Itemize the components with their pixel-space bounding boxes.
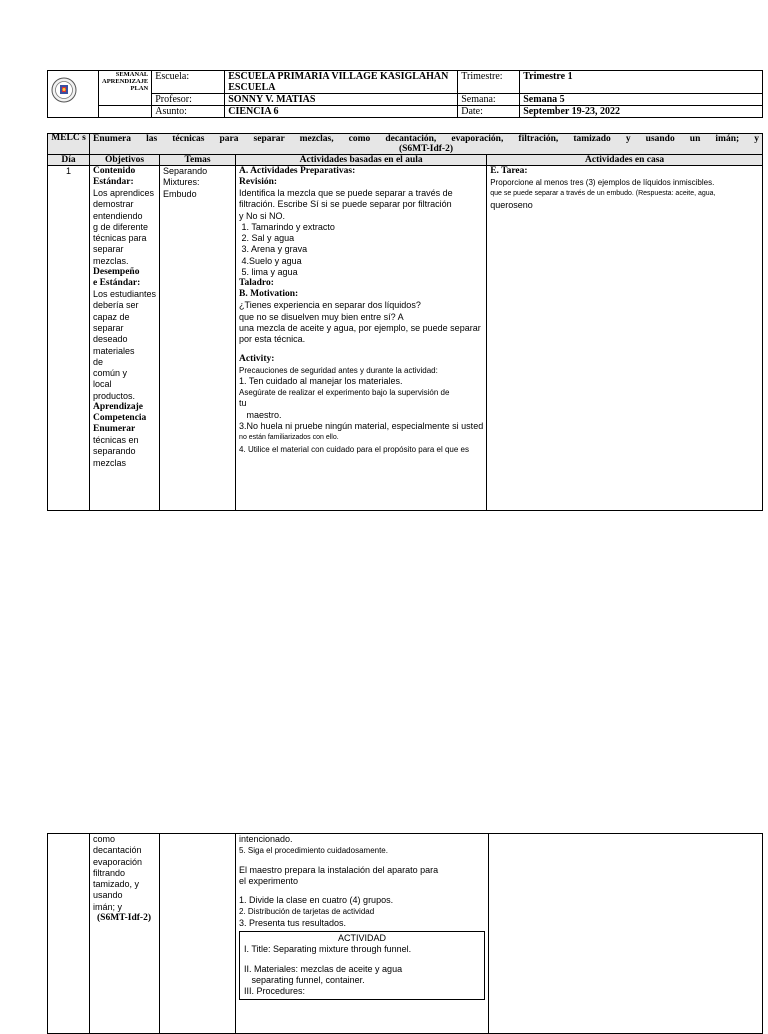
topics-cell-continued — [160, 834, 236, 1034]
topics-cell — [160, 166, 236, 511]
objective-line: Competencia — [93, 413, 147, 424]
home-line: queroseno — [490, 199, 533, 210]
classroom-line: por esta técnica. — [239, 334, 306, 345]
quarter-label: Trimestre: — [458, 71, 520, 94]
activity-line: separating funnel, container. — [244, 974, 365, 985]
objective-line: materiales — [93, 345, 135, 356]
objective-line: entendiendo — [93, 210, 143, 221]
objectives-cell — [90, 166, 160, 511]
classroom-line: B. Motivation: — [239, 289, 299, 300]
activity-line: II. Materiales: mezclas de aceite y agua — [244, 963, 403, 974]
home-line: E. Tarea: — [490, 166, 528, 176]
activity-title: ACTIVIDAD — [337, 933, 386, 944]
classroom-line: Taladro: — [239, 278, 274, 289]
objective-line: técnicas para — [93, 233, 147, 244]
objective-line: de — [93, 356, 104, 367]
topic-line: Separando — [163, 166, 208, 176]
home-cell-continued — [489, 834, 763, 1034]
plan-line-2: APRENDIZAJE — [102, 78, 149, 85]
subject-label: Asunto: — [152, 106, 225, 118]
classroom-line: 2. Sal y agua — [239, 233, 295, 244]
objective-line: evaporación — [93, 856, 143, 867]
objective-line: productos. — [93, 390, 136, 401]
classroom-line: A. Actividades Preparativas: — [239, 166, 356, 176]
objective-line: debería ser — [93, 300, 139, 311]
melc-label: MELC s — [48, 134, 90, 155]
col-home: Actividades en casa — [487, 155, 763, 166]
home-line: Proporcione al menos tres (3) ejemplos de líquidos inmiscibles. — [490, 178, 715, 187]
topic-line: Embudo — [163, 188, 197, 199]
objective-line: Los estudiantes — [93, 289, 157, 300]
topic-line: Mixtures: — [163, 177, 200, 188]
classroom-line — [239, 346, 483, 354]
melc-text — [90, 134, 763, 155]
objective-line: Aprendizaje — [93, 402, 143, 413]
day-cell-continued — [48, 834, 90, 1034]
objective-line: técnicas en — [93, 435, 139, 446]
col-classroom: Actividades basadas en el aula — [236, 155, 487, 166]
header-table — [47, 70, 763, 118]
classroom-line: una mezcla de aceite y agua, por ejemplo, se puede separar — [239, 322, 481, 333]
col-topics: Temas — [160, 155, 236, 166]
classroom-line: 4.Suelo y agua — [239, 255, 302, 266]
quarter-value: Trimestre 1 — [520, 71, 763, 94]
classroom-line: Activity: — [239, 353, 275, 364]
classroom-line: Revisión: — [239, 177, 278, 187]
objective-line: separar — [93, 244, 124, 255]
school-seal-icon — [51, 77, 77, 103]
objective-line: separando — [93, 446, 136, 457]
week-value: Semana 5 — [520, 94, 763, 106]
objective-line: usando — [93, 890, 123, 901]
objective-line: Desempeño — [93, 267, 140, 278]
plan-blank — [99, 106, 152, 118]
melc-code: (S6MT-Idf-2) — [398, 144, 453, 154]
col-day: Día — [48, 155, 90, 166]
objective-line: filtrando — [93, 867, 126, 878]
classroom-line: 2. Distribución de tarjetas de actividad — [239, 907, 375, 917]
classroom-line: 4. Utilice el material con cuidado para el propósito para el que es — [239, 444, 469, 454]
classroom-line: no están familiarizados con ello. — [239, 434, 339, 442]
classroom-line: filtración. Escribe Sí si se puede separar por filtración — [239, 199, 452, 210]
col-objectives: Objetivos — [90, 155, 160, 166]
objective-line: deseado — [93, 334, 128, 345]
classroom-line: intencionado. — [239, 834, 293, 844]
classroom-line: tu — [239, 398, 247, 409]
objective-line: tamizado, y — [93, 879, 140, 890]
objective-line: local — [93, 379, 112, 390]
classroom-line: 1. Ten cuidado al manejar los materiales. — [239, 375, 403, 386]
school-value: ESCUELA PRIMARIA VILLAGE KASIGLAHAN ESCUELA — [225, 71, 458, 94]
school-label: Escuela: — [152, 71, 225, 94]
classroom-line — [239, 857, 485, 865]
plan-title — [99, 71, 152, 106]
activity-line — [244, 956, 480, 964]
lesson-table-continued — [47, 833, 763, 1034]
classroom-line: ¿Tienes experiencia en separar dos líquidos? — [239, 300, 421, 311]
objective-line: e Estándar: — [93, 278, 141, 289]
objectives-cell-continued — [90, 834, 160, 1034]
classroom-line: y No si NO. — [239, 210, 286, 221]
classroom-line: Identifica la mezcla que se puede separar a través de — [239, 188, 453, 198]
objective-line: imán; y — [93, 901, 123, 912]
objective-line: común y — [93, 368, 128, 379]
classroom-line — [239, 887, 485, 895]
teacher-value: SONNY V. MATIAS — [225, 94, 458, 106]
objective-line: mezclas — [93, 457, 127, 468]
classroom-line: 3.No huela ni pruebe ningún material, especialmente si usted — [239, 421, 484, 432]
objective-line: como — [93, 834, 116, 844]
objective-line: Los aprendices — [93, 188, 155, 198]
classroom-line: 3. Arena y grava — [239, 244, 308, 255]
deped-logo-cell — [48, 71, 99, 118]
day-cell: 1 — [48, 166, 90, 511]
week-label: Semana: — [458, 94, 520, 106]
objective-line: g de diferente — [93, 221, 149, 232]
objective-line: separar — [93, 322, 124, 333]
lesson-table — [47, 133, 763, 511]
home-line: que se puede separar a través de un embudo. (Respuesta: aceite, agua, — [490, 190, 716, 198]
plan-line-3: PLAN — [130, 85, 149, 92]
activity-line: I. Title: Separating mixture through funnel. — [244, 944, 412, 955]
subject-value: CIENCIA 6 — [225, 106, 458, 118]
objective-line: Enumerar — [93, 424, 136, 435]
date-label: Date: — [458, 106, 520, 118]
objective-line: decantación — [93, 845, 142, 856]
activity-box — [239, 931, 485, 999]
classroom-line: el experimento — [239, 875, 299, 886]
classroom-line: 1. Tamarindo y extracto — [239, 221, 335, 232]
competency-code: (S6MT-Idf-2) — [97, 913, 152, 924]
classroom-line: que no se disuelven muy bien entre sí? A — [239, 311, 404, 322]
plan-line-1: SEMANAL — [115, 71, 149, 78]
melc-description: Enumera las técnicas para separar mezclas, como decantación, evaporación, filtración, tamizado y usando un imán; y — [93, 134, 759, 144]
classroom-line: Asegúrate de realizar el experimento bajo la supervisión de — [239, 388, 450, 398]
classroom-line: maestro. — [239, 409, 282, 420]
objective-line: capaz de — [93, 311, 130, 322]
classroom-cell-continued — [236, 834, 489, 1034]
classroom-line: 5. Siga el procedimiento cuidadosamente. — [239, 846, 388, 856]
objective-line: mezclas. — [93, 255, 129, 266]
classroom-line: 1. Divide la clase en cuatro (4) grupos. — [239, 895, 394, 906]
classroom-cell — [236, 166, 487, 511]
objective-line: Estándar: — [93, 177, 134, 187]
classroom-line: Precauciones de seguridad antes y durante la actividad: — [239, 365, 438, 375]
date-value: September 19-23, 2022 — [520, 106, 763, 118]
classroom-line: El maestro prepara la instalación del aparato para — [239, 864, 439, 875]
objective-line: demostrar — [93, 199, 134, 210]
classroom-line: 3. Presenta tus resultados. — [239, 917, 347, 928]
home-cell — [487, 166, 763, 511]
activity-line: III. Procedures: — [244, 986, 306, 997]
teacher-label: Profesor: — [152, 94, 225, 106]
classroom-line: 5. lima y agua — [239, 267, 298, 278]
objective-line: Contenido — [93, 166, 136, 176]
